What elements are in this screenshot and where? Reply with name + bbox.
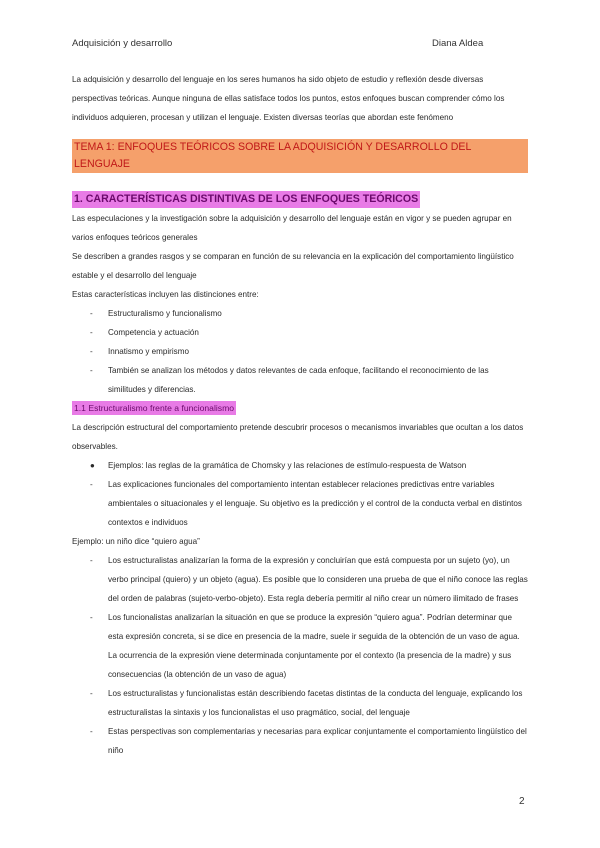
examples-list	[72, 456, 528, 532]
intro-paragraph: La adquisición y desarrollo del lenguaje en los seres humanos ha sido objeto de estudio y reflexión desde diversas perspectivas teóricas. Aunque ninguna de ellas satisface todos los puntos, estos enfoques buscan comprender cómo los individuos adquieren, procesan y utilizan el lenguaje. Existen diversas teorías que abordan este fenómeno	[72, 75, 505, 122]
list-item: - Los estructuralistas analizarían la forma de la expresión y concluirían que está compuesta por un sujeto (yo), un verbo principal (quiero) y un objeto (agua). Es posible que lo consideren una prueba de que el niño conoce las reglas del orden de palabras (sujeto-verbo-objeto). Esta regla debería permitir al niño crear un número ilimitado de frases	[90, 556, 528, 603]
header-author: Diana Aldea	[432, 38, 484, 49]
distinctions-list	[72, 304, 528, 399]
example-analysis-list	[72, 551, 528, 760]
list-item: - Innatismo y empirismo	[90, 347, 189, 356]
document-body	[72, 70, 528, 760]
topic-heading: TEMA 1: ENFOQUES TEÓRICOS SOBRE LA ADQUISICIÓN Y DESARROLLO DEL LENGUAJE	[72, 139, 528, 173]
header-title: Adquisición y desarrollo	[72, 38, 173, 49]
list-item: - Estas perspectivas son complementarias y necesarias para explicar conjuntamente el comportamiento lingüístico del niño	[90, 727, 527, 755]
list-item: - Competencia y actuación	[90, 328, 199, 337]
subsection-heading: 1.1 Estructuralismo frente a funcionalismo	[74, 403, 235, 413]
section-paragraph-1: Las especulaciones y la investigación sobre la adquisición y desarrollo del lenguaje están en vigor y se pueden agrupar en varios enfoques teóricos generales	[72, 214, 512, 242]
list-item: ● Ejemplos: las reglas de la gramática de Chomsky y las relaciones de estímulo-respuesta de Watson	[90, 461, 467, 470]
section-paragraph-3: Estas características incluyen las distinciones entre:	[72, 290, 259, 299]
section-heading: 1. CARACTERÍSTICAS DISTINTIVAS DE LOS ENFOQUES TEÓRICOS	[72, 191, 420, 208]
list-item: - Estructuralismo y funcionalismo	[90, 309, 222, 318]
list-item: - Las explicaciones funcionales del comportamiento intentan establecer relaciones predictivas entre variables ambientales o situacionales y el lenguaje. Su objetivo es la predicción y el control de la conducta verbal en distintos contextos e individuos	[90, 480, 522, 527]
list-item: - Los estructuralistas y funcionalistas están describiendo facetas distintas de la conducta del lenguaje, explicando los estructuralistas la sintaxis y los funcionalistas el uso pragmático, social, del lenguaje	[90, 689, 523, 717]
subsection-paragraph: La descripción estructural del comportamiento pretende descubrir procesos o mecanismos invariables que ocultan a los datos observables.	[72, 423, 524, 451]
list-item: - Los funcionalistas analizarían la situación en que se produce la expresión “quiero agua”. Podrían determinar que esta expresión concreta, si se dice en presencia de la madre, suele ir seguida de la obtención de un vaso de agua. La ocurrencia de la expresión viene determinada conjuntamente por el contexto (la presencia de la madre) y sus consecuencias (la obtención de un vaso de agua)	[90, 613, 520, 679]
example-label: Ejemplo: un niño dice “quiero agua”	[72, 537, 200, 546]
list-item: - También se analizan los métodos y datos relevantes de cada enfoque, facilitando el reconocimiento de las similitudes y diferencias.	[90, 366, 489, 394]
section-paragraph-2: Se describen a grandes rasgos y se comparan en función de su relevancia en la explicación del comportamiento lingüístico estable y el desarrollo del lenguaje	[72, 252, 514, 280]
page-number: 2	[519, 796, 525, 807]
